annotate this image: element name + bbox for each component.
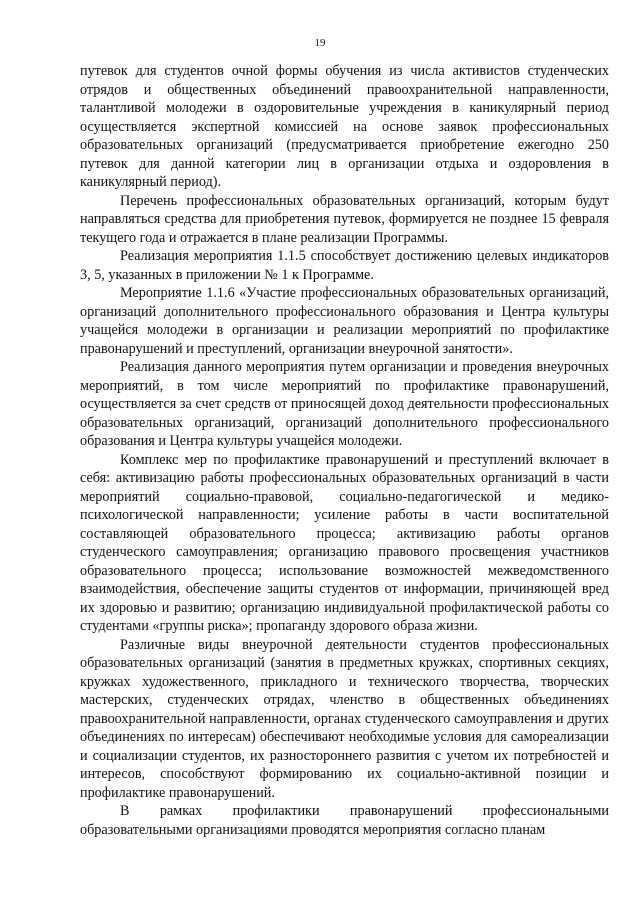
page-number: 19 (314, 37, 326, 49)
paragraph: Реализация данного мероприятия путем организации и проведения внеурочных мероприятий, в том числе мероприятий по профилактике правонарушений, осуществляется за счет средств от приносящей доход деятельности профессиональных образовательных организаций, организаций дополнительного профессионального образования и Центра культуры учащейся молодежи. (80, 359, 609, 449)
paragraph: Различные виды внеурочной деятельности студентов профессиональных образовательных организаций (занятия в предметных кружках, спортивных секциях, кружках художественного, прикладного и технического творчества, творческих мастерских, студенческих отрядах, членство в общественных объединениях правоохранительной направленности, органах студенческого самоуправления и других объединениях по интересам) обеспечивают необходимые условия для самореализации и социализации студентов, их разностороннего развития с учетом их потребностей и интересов, способствуют формированию их социально-активной позиции и профилактике правонарушений. (80, 636, 609, 801)
document-body (80, 62, 609, 839)
paragraph: Перечень профессиональных образовательных организаций, которым будут направляться средства для приобретения путевок, формируется не позднее 15 февраля текущего года и отражается в плане реализации Программы. (80, 192, 609, 246)
paragraph: Мероприятие 1.1.6 «Участие профессиональных образовательных организаций, организаций дополнительного профессионального образования и Центра культуры учащейся молодежи в организации и реализации мероприятий по профилактике правонарушений и преступлений, организации внеурочной занятости». (80, 285, 609, 357)
paragraph: В рамках профилактики правонарушений профессиональными образовательными организациями проводятся мероприятия согласно планам (80, 803, 609, 838)
paragraph: Комплекс мер по профилактике правонарушений и преступлений включает в себя: активизацию работы профессиональных образовательных организаций в части мероприятий социально-правовой, социально-педагогической и медико-психологической направленности; усиление работы в части воспитательной составляющей образовательного процесса; активизацию работы органов студенческого самоуправления; организацию правового просвещения участников образовательного процесса; использование возможностей межведомственного взаимодействия, обеспечение защиты студентов от информации, причиняющей вред их здоровью и развитию; организацию индивидуальной профилактической работы со студентами «группы риска»; пропаганду здорового образа жизни. (80, 451, 609, 634)
paragraph: Реализация мероприятия 1.1.5 способствует достижению целевых индикаторов 3, 5, указанных в приложении № 1 к Программе. (80, 248, 609, 283)
paragraph-continued: путевок для студентов очной формы обучения из числа активистов студенческих отрядов и общественных объединений правоохранительной направленности, талантливой молодежи в оздоровительные учреждения в каникулярный период осуществляется экспертной комиссией на основе заявок профессиональных образовательных организаций (предусматривается приобретение ежегодно 250 путевок для данной категории лиц в организации отдыха и оздоровления в каникулярный период). (80, 63, 609, 190)
